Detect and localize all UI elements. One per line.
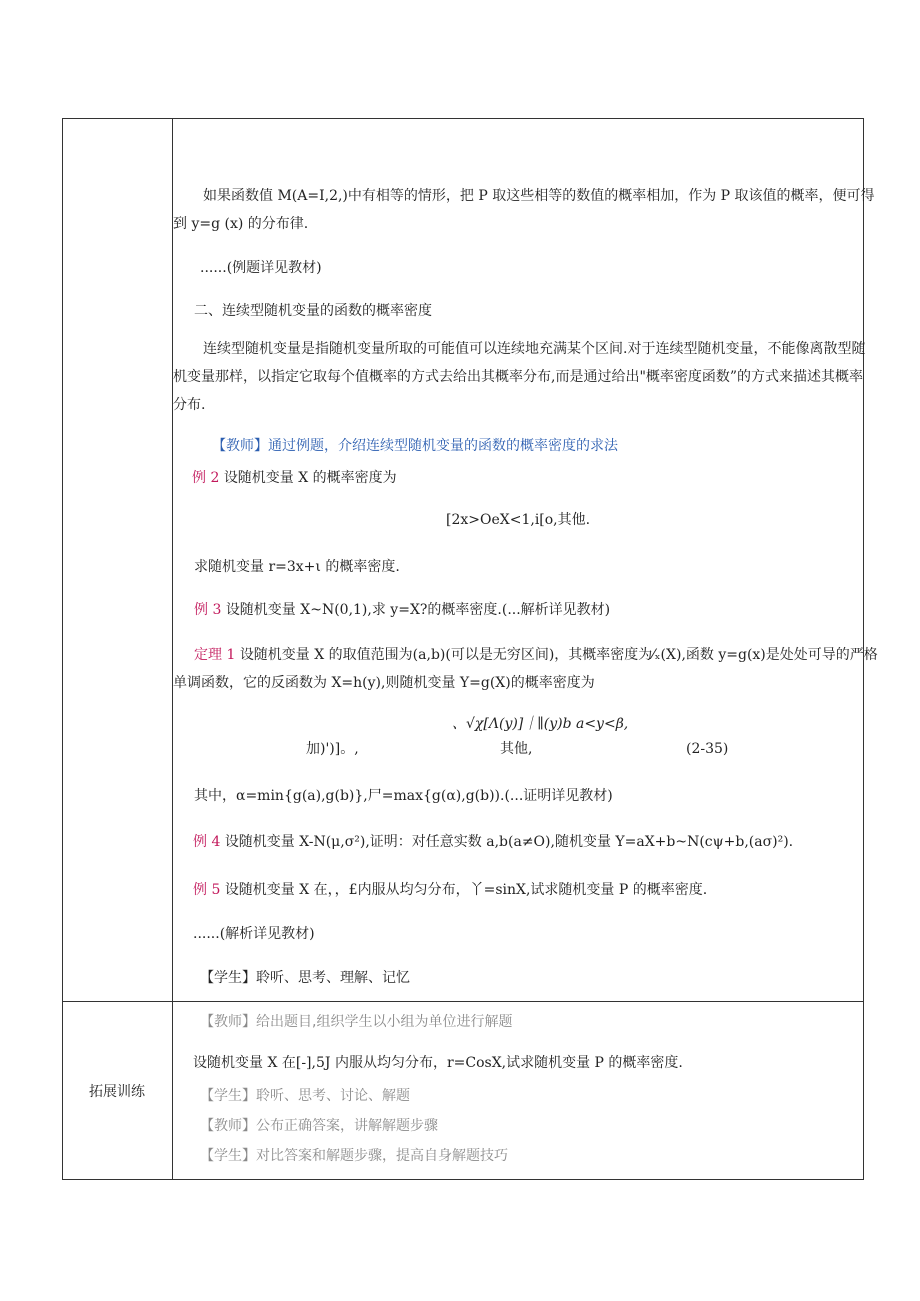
example-5-text: 设随机变量 X 在，，£内服从均匀分布，丫=sinX,试求随机变量 P 的概率密度. (224, 882, 708, 898)
example-reference: ......(例题详见教材) (200, 260, 322, 276)
paragraph-continuous-line3: 分布. (173, 397, 206, 413)
paragraph-discrete-line2: 到 y=g (x) 的分布律. (173, 216, 309, 232)
example-4-text: 设随机变量 X-N(μ,σ²),证明：对任意实数 a,b(a≠O),随机变量 Y=aX+b~N(cψ+b,(aσ)²). (224, 834, 794, 850)
exercise-text: 设随机变量 X 在[-],5J 内服从均匀分布，r=CosX,试求随机变量 P 的概率密度. (193, 1055, 683, 1071)
row-divider (62, 1001, 864, 1002)
column-divider (172, 118, 173, 1180)
example-5-label: 例 5 (193, 882, 221, 898)
theorem-1-line1: 设随机变量 X 的取值范围为(a,b)(可以是无穷区间)，其概率密度为⁄ₓ(X),函数 y=g(x)是处处可导的严格 (239, 647, 878, 663)
example-2-question: 求随机变量 r=3x+ι 的概率密度. (194, 559, 400, 575)
example-2-text: 设随机变量 X 的概率密度为 (223, 470, 397, 486)
section-title: 二、连续型随机变量的函数的概率密度 (194, 303, 432, 319)
example-3-label: 例 3 (194, 602, 222, 618)
theorem-formula-line2-mid: 其他, (500, 741, 533, 757)
example-3 (194, 600, 610, 620)
example-5 (193, 880, 707, 900)
paragraph-continuous-line2: 机变量那样，以指定它取每个值概率的方式去给出其概率分布,而是通过给出"概率密度函数”的方式来描述其概率 (173, 369, 864, 385)
example-4 (193, 832, 793, 852)
equation-number: (2-35) (686, 741, 729, 757)
theorem-1-line2: 单调函数，它的反函数为 X=h(y),则随机变量 Y=g(X)的概率密度为 (173, 675, 595, 691)
example-4-label: 例 4 (193, 834, 221, 850)
student-activity: 【学生】聆听、思考、讨论、解题 (200, 1088, 410, 1104)
example-2 (192, 468, 397, 488)
teacher-task: 【教师】给出题目,组织学生以小组为单位进行解题 (200, 1014, 513, 1030)
student-review: 【学生】对比答案和解题步骤，提高自身解题技巧 (200, 1148, 508, 1164)
student-note: 【学生】聆听、思考、理解、记忆 (200, 970, 410, 986)
paragraph-continuous-line1: 连续型随机变量是指随机变量所取的可能值可以连续地充满某个区间.对于连续型随机变量，不能像离散型随 (203, 341, 866, 357)
theorem-where: 其中，α=min{g(a),g(b)},尸=max{g(α),g(b)).(...证明详见教材) (194, 788, 613, 804)
teacher-answer: 【教师】公布正确答案，讲解解题步骤 (200, 1118, 438, 1134)
theorem-1-label: 定理 1 (194, 647, 236, 663)
theorem-formula-line1: 、√χ[Λ(y)]｜∥(y)b a<y<β, (452, 716, 629, 732)
theorem-formula-line2-left: 加)')]。, (306, 741, 359, 757)
paragraph-discrete-line1: 如果函数值 M(A=I,2,)中有相等的情形，把 P 取这些相等的数值的概率相加，作为 P 取该值的概率，便可得 (203, 188, 875, 204)
teacher-note: 【教师】通过例题，介绍连续型随机变量的函数的概率密度的求法 (212, 438, 618, 454)
theorem-1 (194, 645, 878, 665)
solution-reference: ......(解析详见教材) (193, 926, 315, 942)
example-3-text: 设随机变量 X~N(0,1),求 y=X?的概率密度.(...解析详见教材) (225, 602, 611, 618)
example-2-label: 例 2 (192, 470, 220, 486)
row-label-extension-training: 拓展训练 (89, 1084, 145, 1100)
example-2-formula: [2x>OeX<1,i[o,其他. (446, 512, 591, 528)
